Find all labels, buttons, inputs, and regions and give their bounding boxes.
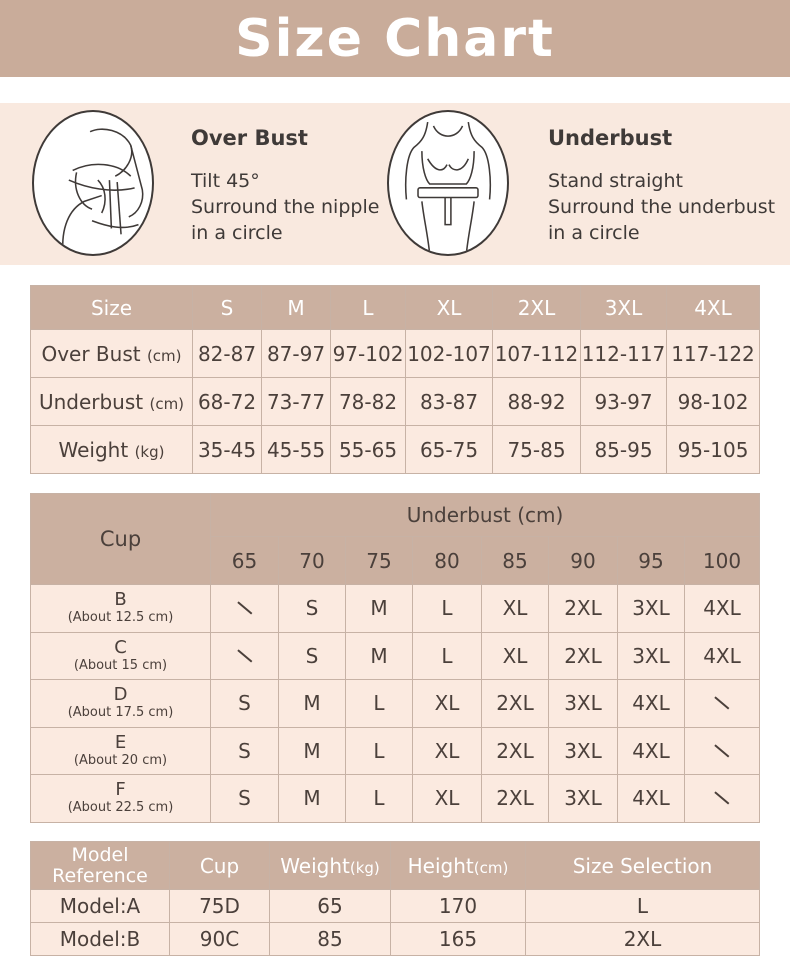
table-cell: 85-95	[581, 426, 667, 474]
over-bust-figure-icon	[34, 112, 152, 254]
table-cell: L	[413, 632, 482, 680]
underbust-header: Underbust (cm)	[211, 494, 760, 537]
size-header-cell: M	[262, 286, 331, 330]
table-cell: XL	[413, 680, 482, 728]
model-cup: 75D	[170, 890, 270, 923]
table-row	[31, 585, 760, 633]
table-row	[31, 923, 760, 956]
underbust-value-cell: 95	[618, 537, 685, 585]
table-cell: S	[211, 775, 279, 823]
model-size: L	[526, 890, 760, 923]
cup-header: Cup	[170, 842, 270, 890]
table-cell: 98-102	[667, 378, 760, 426]
table-cell: XL	[413, 775, 482, 823]
table-cell: 2XL	[549, 632, 618, 680]
cup-label-cell	[31, 775, 211, 823]
cup-header: Cup	[31, 494, 211, 585]
size-header-cell: XL	[406, 286, 493, 330]
cup-rows	[31, 585, 760, 823]
table-cell: 73-77	[262, 378, 331, 426]
table-row	[31, 426, 760, 474]
not-available-cell	[211, 632, 279, 680]
table-cell: 87-97	[262, 330, 331, 378]
table-cell: 3XL	[549, 727, 618, 775]
over-bust-heading: Over Bust	[191, 126, 308, 150]
table-cell: M	[279, 680, 346, 728]
height-header-unit: (cm)	[473, 858, 509, 877]
over-bust-instruction-1: Tilt 45°	[191, 170, 260, 192]
table-cell: S	[279, 632, 346, 680]
model-cup: 90C	[170, 923, 270, 956]
cup-letter: B	[114, 589, 127, 611]
page-title: Size Chart	[235, 8, 555, 69]
underbust-value-cell: 65	[211, 537, 279, 585]
table-cell: 97-102	[331, 330, 406, 378]
table-cell: 4XL	[618, 680, 685, 728]
not-available-cell	[211, 585, 279, 633]
table-row	[31, 727, 760, 775]
table-cell: 107-112	[493, 330, 581, 378]
cup-about: (About 15 cm)	[73, 657, 168, 673]
underbust-figure-icon	[389, 112, 507, 254]
underbust-value-cell: 85	[482, 537, 549, 585]
table-cell: 75-85	[493, 426, 581, 474]
weight-header-text: Weight	[280, 853, 350, 878]
table-row	[31, 330, 760, 378]
cup-label-cell	[31, 585, 211, 633]
table-cell: 2XL	[482, 775, 549, 823]
row-unit: (cm)	[146, 346, 182, 365]
model-name: Model:B	[31, 923, 170, 956]
underbust-heading: Underbust	[548, 126, 673, 150]
cup-letter: D	[113, 684, 128, 706]
table-cell: 4XL	[685, 632, 760, 680]
slash-icon	[715, 744, 729, 758]
size-table-header-row	[31, 286, 760, 330]
table-cell: XL	[482, 632, 549, 680]
underbust-value-cell: 75	[346, 537, 413, 585]
model-header-line1: Model	[71, 843, 129, 866]
not-available-cell	[685, 775, 760, 823]
cup-about: (About 12.5 cm)	[67, 610, 174, 626]
row-label-text: Underbust	[38, 389, 144, 414]
size-header-cell: L	[331, 286, 406, 330]
cup-letter: E	[114, 731, 127, 753]
underbust-illustration	[387, 110, 509, 256]
row-unit: (cm)	[149, 394, 185, 413]
table-cell: 3XL	[549, 680, 618, 728]
over-bust-instruction-3: in a circle	[191, 222, 283, 244]
model-header-line2: Reference	[52, 864, 148, 887]
cup-about: (About 22.5 cm)	[67, 800, 174, 816]
size-header-cell: 4XL	[667, 286, 760, 330]
table-cell: 83-87	[406, 378, 493, 426]
table-cell: S	[211, 727, 279, 775]
not-available-cell	[685, 727, 760, 775]
height-header	[391, 842, 526, 890]
slash-icon	[715, 791, 729, 805]
table-cell: M	[279, 727, 346, 775]
table-row	[31, 775, 760, 823]
table-cell: 4XL	[618, 775, 685, 823]
cup-table-header-row	[31, 494, 760, 537]
table-cell: 55-65	[331, 426, 406, 474]
table-cell: S	[211, 680, 279, 728]
table-row	[31, 378, 760, 426]
table-cell: M	[346, 585, 413, 633]
table-cell: XL	[482, 585, 549, 633]
cup-label-cell	[31, 727, 211, 775]
table-row	[31, 632, 760, 680]
over-bust-instruction-2: Surround the nipple	[191, 196, 380, 218]
size-header-cell: S	[193, 286, 262, 330]
underbust-value-cell: 80	[413, 537, 482, 585]
not-available-cell	[685, 680, 760, 728]
model-reference-header	[31, 842, 170, 890]
table-cell: 95-105	[667, 426, 760, 474]
table-cell: 2XL	[549, 585, 618, 633]
table-cell: 2XL	[482, 727, 549, 775]
table-cell: L	[346, 775, 413, 823]
model-table-header-row	[31, 842, 760, 890]
table-cell: 68-72	[193, 378, 262, 426]
size-header-cell: 2XL	[493, 286, 581, 330]
measurement-guide	[0, 103, 790, 265]
table-cell: 117-122	[667, 330, 760, 378]
model-height: 165	[391, 923, 526, 956]
cup-letter: C	[114, 636, 127, 658]
over-bust-illustration	[32, 110, 154, 256]
weight-header	[270, 842, 391, 890]
table-cell: S	[279, 585, 346, 633]
row-label-text: Over Bust	[41, 341, 141, 366]
table-cell: 35-45	[193, 426, 262, 474]
cup-about: (About 17.5 cm)	[67, 705, 174, 721]
model-weight: 85	[270, 923, 391, 956]
row-label-text: Weight	[58, 437, 129, 462]
row-label	[31, 330, 193, 378]
table-cell: XL	[413, 727, 482, 775]
underbust-value-cell: 100	[685, 537, 760, 585]
title-bar	[0, 0, 790, 77]
height-header-text: Height	[407, 853, 474, 878]
table-cell: 112-117	[581, 330, 667, 378]
table-cell: 2XL	[482, 680, 549, 728]
row-label	[31, 426, 193, 474]
table-cell: M	[279, 775, 346, 823]
slash-icon	[238, 649, 252, 663]
table-cell: L	[346, 727, 413, 775]
row-unit: (kg)	[134, 442, 165, 461]
weight-header-unit: (kg)	[349, 858, 380, 877]
table-cell: 102-107	[406, 330, 493, 378]
table-cell: M	[346, 632, 413, 680]
underbust-instruction-3: in a circle	[548, 222, 640, 244]
model-height: 170	[391, 890, 526, 923]
table-cell: 4XL	[618, 727, 685, 775]
cup-label-cell	[31, 632, 211, 680]
table-cell: 45-55	[262, 426, 331, 474]
cup-about: (About 20 cm)	[73, 752, 168, 768]
table-row	[31, 680, 760, 728]
table-cell: 3XL	[549, 775, 618, 823]
size-header-cell: 3XL	[581, 286, 667, 330]
model-weight: 65	[270, 890, 391, 923]
table-row	[31, 890, 760, 923]
model-name: Model:A	[31, 890, 170, 923]
table-cell: 82-87	[193, 330, 262, 378]
model-reference-table	[30, 841, 760, 956]
table-cell: L	[346, 680, 413, 728]
size-header-label: Size	[31, 286, 193, 330]
underbust-instruction-2: Surround the underbust	[548, 196, 776, 218]
cup-table	[30, 493, 760, 823]
model-size: 2XL	[526, 923, 760, 956]
size-selection-header: Size Selection	[526, 842, 760, 890]
slash-icon	[715, 696, 729, 710]
cup-label-cell	[31, 680, 211, 728]
table-cell: 3XL	[618, 585, 685, 633]
table-cell: 78-82	[331, 378, 406, 426]
size-table	[30, 285, 760, 474]
table-cell: 93-97	[581, 378, 667, 426]
table-cell: L	[413, 585, 482, 633]
underbust-instruction-1: Stand straight	[548, 170, 683, 192]
table-cell: 3XL	[618, 632, 685, 680]
cup-letter: F	[115, 779, 126, 801]
underbust-value-cell: 70	[279, 537, 346, 585]
slash-icon	[238, 601, 252, 615]
row-label	[31, 378, 193, 426]
underbust-value-cell: 90	[549, 537, 618, 585]
table-cell: 65-75	[406, 426, 493, 474]
table-cell: 4XL	[685, 585, 760, 633]
table-cell: 88-92	[493, 378, 581, 426]
